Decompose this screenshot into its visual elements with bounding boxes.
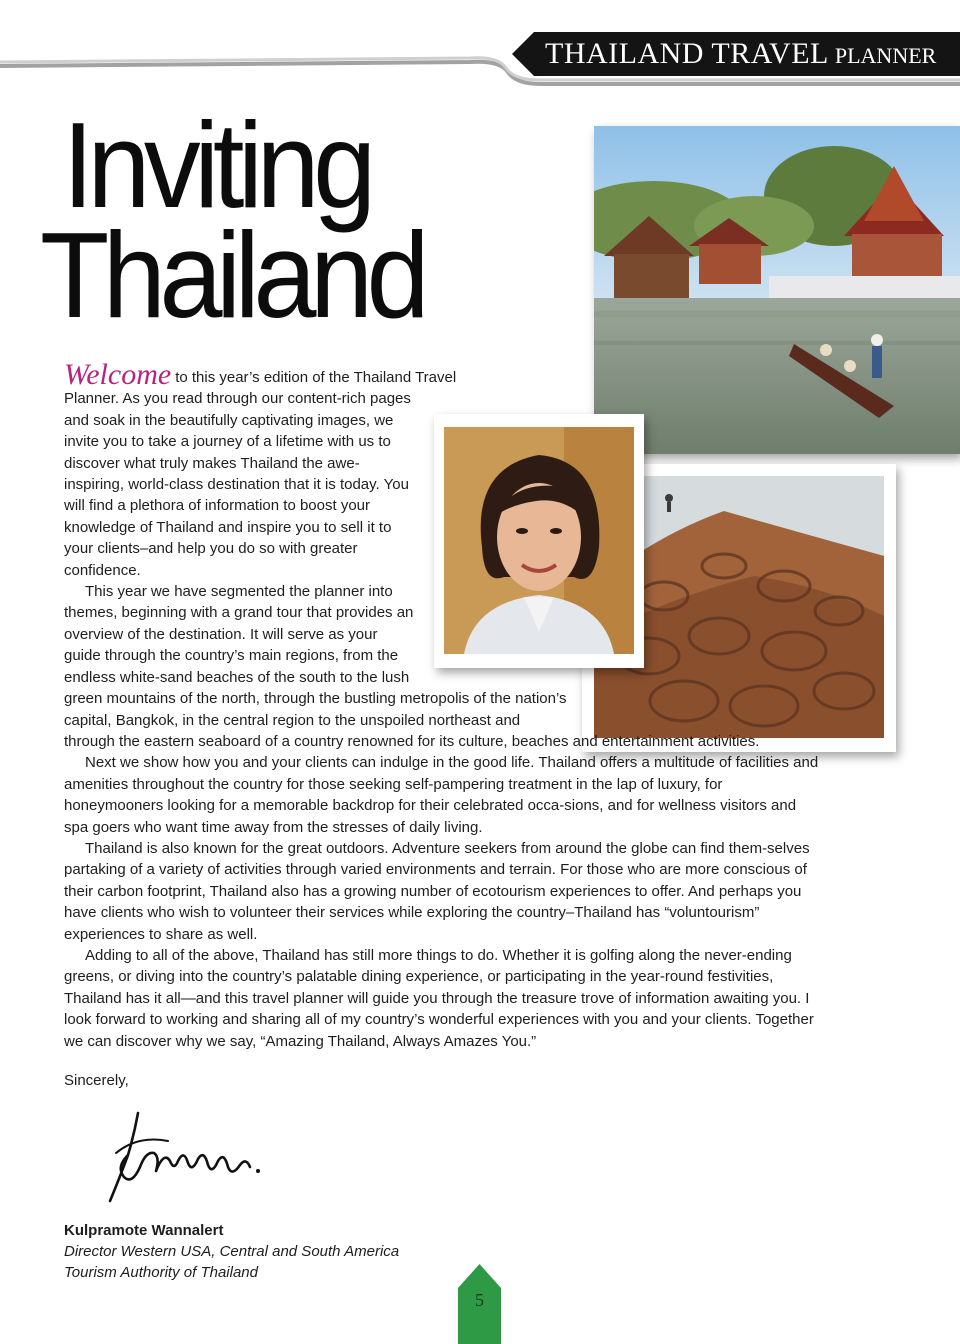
header-title-small: PLANNER bbox=[834, 43, 937, 68]
page-number: 5 bbox=[475, 1290, 484, 1310]
page-title-line1: Inviting bbox=[62, 97, 370, 233]
letter-paragraph: This year we have segmented the planner into themes, beginning with a grand tour that provides an overview of the destination. It will serve as your guide through the country’s main regions, from the endless white-sand beaches of the south to the lush green mountains of the north, through the bustling metropolis of the nation’s capital, Bangkok, in the central region to the unspoiled northeast and through the eastern seaboard of a country renowned for its culture, beaches and entertainment activities. bbox=[64, 583, 760, 750]
letter-paragraph: Adding to all of the above, Thailand has still more things to do. Whether it is golfing along the never-ending greens, or diving into the country’s palatable dining experience, or participating in the year-round festivities, Thailand has it all—and this travel planner will guide you through the treasure trove of information awaiting you. I look forward to working and sharing all of my country’s wonderful experiences with you and your clients. Together we can discover why we say, “Amazing Thailand, Always Amazes You.” bbox=[64, 946, 814, 1050]
page-title bbox=[40, 97, 424, 343]
letter-paragraph: Next we show how you and your clients can indulge in the good life. Thailand offers a multitude of facilities and amenities throughout the country for those seeking self-pampering treatment in the lap of luxury, for honeymooners looking for a memorable backdrop for their celebrated occa-sions, and for wellness visitors and spa goers who want time away from the stresses of daily living. bbox=[64, 754, 819, 836]
signer-title: Director Western USA, Central and South America bbox=[64, 1243, 400, 1260]
letter-paragraph-text: to this year’s edition of the Thailand Travel Planner. As you read through our content-rich pages and soak in the beautifully captivating images, we invite you to take a journey of a lifetime with us to discover what truly makes Thailand the awe-inspiring, world-class destination that it is today. You will find a plethora of information to boost your knowledge of Thailand and inspire you to sell it to your clients–and help you do so with greater confidence. bbox=[64, 369, 457, 579]
letter-closing: Sincerely, bbox=[64, 1072, 129, 1089]
signer-name: Kulpramote Wannalert bbox=[64, 1222, 224, 1239]
letter-paragraph: Thailand is also known for the great outdoors. Adventure seekers from around the globe can find them-selves partaking of a variety of activities through varied environments and terrain. For those who are more conscious of their carbon footprint, Thailand also has a growing number of ecotourism experiences to offer. And perhaps you have clients who wish to volunteer their services while exploring the country–Thailand has “voluntourism” experiences to share as well. bbox=[64, 839, 810, 943]
text-wrap-spacer bbox=[568, 684, 824, 727]
header-title bbox=[545, 36, 936, 72]
page-title-line2: Thailand bbox=[40, 207, 424, 343]
header-title-main: THAILAND TRAVEL bbox=[545, 37, 829, 70]
text-wrap-spacer bbox=[472, 364, 824, 406]
signature bbox=[98, 1105, 268, 1205]
signer-organization: Tourism Authority of Thailand bbox=[64, 1264, 258, 1281]
welcome-word: Welcome bbox=[64, 358, 172, 391]
photo-portrait bbox=[434, 414, 644, 668]
